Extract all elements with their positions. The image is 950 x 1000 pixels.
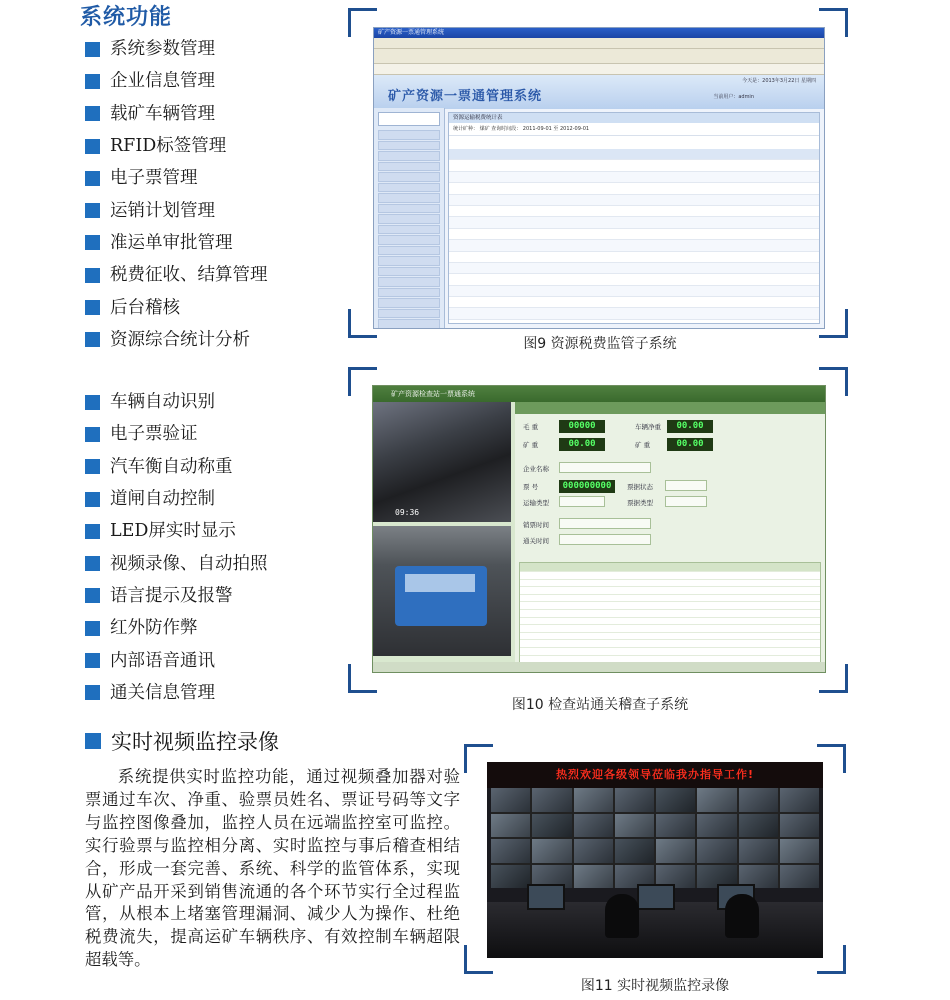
address-bar <box>374 64 824 75</box>
bullet-square-icon <box>85 653 100 668</box>
window-titlebar: 矿产资源一票通管理系统 <box>374 28 824 38</box>
description-paragraph: 系统提供实时监控功能，通过视频叠加器对验票通过车次、净重、验票员姓名、票证号码等文字与监控图像叠加，监控人员在远端监控室可监控。实行验票与监控相分离、实时监控与事后稽查相结合，形成一套完善、系统、科学的监管体系，实现从矿产品开采到销售流通的各个环节实行全过程监管，从根本上堵塞管理漏洞、减少人为操作、杜绝税费流失，提高运矿车辆秩序、有效控制车辆超限超载等。 <box>85 767 460 970</box>
vehicle-type-field <box>559 496 605 507</box>
bullet-square-icon <box>85 203 100 218</box>
bullet-square-icon <box>85 235 100 250</box>
list-item: 资源综合统计分析 <box>85 324 268 356</box>
bullet-square-icon <box>85 74 100 89</box>
figure-11-photo <box>487 762 823 958</box>
browser-toolbar <box>374 49 824 64</box>
bullet-square-icon <box>85 492 100 507</box>
video-wall <box>491 788 819 888</box>
app-banner: 矿产资源一票通管理系统 今天是：2013年3月22日 星期四 当前用户：admin <box>374 75 824 109</box>
list-item: 运销计划管理 <box>85 194 268 226</box>
bullet-square-icon <box>85 685 100 700</box>
records-table <box>519 562 821 664</box>
list-item: 车辆自动识别 <box>85 386 268 418</box>
weighing-panel: 毛 重 00000 车辆净重 00.00 矿 重 00.00 矿 重 00.00 企业名称 票 号 000000000 票据状态 运输类型 票据类型 销票时间 通关时间 <box>515 402 825 662</box>
status-bar <box>373 662 825 672</box>
statistics-table <box>449 149 819 323</box>
bullet-square-icon <box>85 395 100 410</box>
camera-view-bottom <box>373 526 511 656</box>
bullet-square-icon <box>85 300 100 315</box>
feature-list-1 <box>85 33 268 356</box>
welcome-led-banner: 热烈欢迎各级领导莅临我办指导工作! <box>487 762 823 788</box>
list-item: 税费征收、结算管理 <box>85 259 268 291</box>
check-time-field <box>559 518 651 529</box>
window-titlebar: 矿产资源检查站一票通系统 <box>373 386 825 402</box>
list-item: 电子票验证 <box>85 418 268 450</box>
bullet-square-icon <box>85 556 100 571</box>
list-item: 电子票管理 <box>85 162 268 194</box>
bullet-square-icon <box>85 171 100 186</box>
list-item: 道闸自动控制 <box>85 483 268 515</box>
ticket-number-display: 000000000 <box>559 480 615 493</box>
operator-person <box>605 894 639 938</box>
net-weight-display: 00.00 <box>667 420 713 433</box>
list-item: 载矿车辆管理 <box>85 98 268 130</box>
bullet-square-icon <box>85 459 100 474</box>
bullet-square-icon <box>85 621 100 636</box>
pass-time-field <box>559 534 651 545</box>
desk-monitor <box>527 884 565 910</box>
mineral-weight-display-2: 00.00 <box>667 438 713 451</box>
list-item: 汽车衡自动称重 <box>85 451 268 483</box>
list-item: 系统参数管理 <box>85 33 268 65</box>
section-title: 系统功能 <box>80 5 173 30</box>
list-item: 准运单审批管理 <box>85 227 268 259</box>
list-item: 视频录像、自动拍照 <box>85 547 268 579</box>
realtime-heading: 实时视频监控录像 <box>85 726 279 756</box>
list-item: 企业信息管理 <box>85 65 268 97</box>
ticket-type-field <box>665 496 707 507</box>
figure-10-screenshot <box>372 385 826 673</box>
feature-list-2 <box>85 386 268 709</box>
bullet-square-icon <box>85 427 100 442</box>
gross-weight-display: 00000 <box>559 420 605 433</box>
bullet-square-icon <box>85 332 100 347</box>
list-item: 内部语音通讯 <box>85 644 268 676</box>
bullet-square-icon <box>85 42 100 57</box>
list-item: 红外防作弊 <box>85 612 268 644</box>
list-item: 通关信息管理 <box>85 677 268 709</box>
figure-9-caption: 图9 资源税费监管子系统 <box>523 336 677 352</box>
company-field <box>559 462 651 473</box>
operator-person <box>725 894 759 938</box>
list-item: 后台稽核 <box>85 291 268 323</box>
bullet-square-icon <box>85 524 100 539</box>
bullet-square-icon <box>85 588 100 603</box>
bullet-square-icon <box>85 139 100 154</box>
figure-11-caption: 图11 实时视频监控录像 <box>580 978 730 994</box>
list-item: LED屏实时显示 <box>85 515 268 547</box>
statistics-panel: 资源运输税费统计表 统计矿种： 煤矿 查询时间段： 2011-09-01 至 2012-09-01 <box>448 112 820 324</box>
figure-9-screenshot <box>373 27 825 329</box>
list-item: 语言提示及报警 <box>85 580 268 612</box>
bullet-square-icon <box>85 106 100 121</box>
bullet-square-icon <box>85 733 101 749</box>
list-item: RFID标签管理 <box>85 130 268 162</box>
bullet-square-icon <box>85 268 100 283</box>
mineral-weight-display: 00.00 <box>559 438 605 451</box>
panel-tabs <box>515 402 825 414</box>
sidebar-menu <box>374 108 445 328</box>
menu-bar <box>374 38 824 49</box>
camera-view-top: 09:36 <box>373 402 511 522</box>
figure-10-caption: 图10 检查站通关稽查子系统 <box>511 697 689 713</box>
control-desk <box>487 902 823 958</box>
desk-monitor <box>637 884 675 910</box>
ticket-status-field <box>665 480 707 491</box>
